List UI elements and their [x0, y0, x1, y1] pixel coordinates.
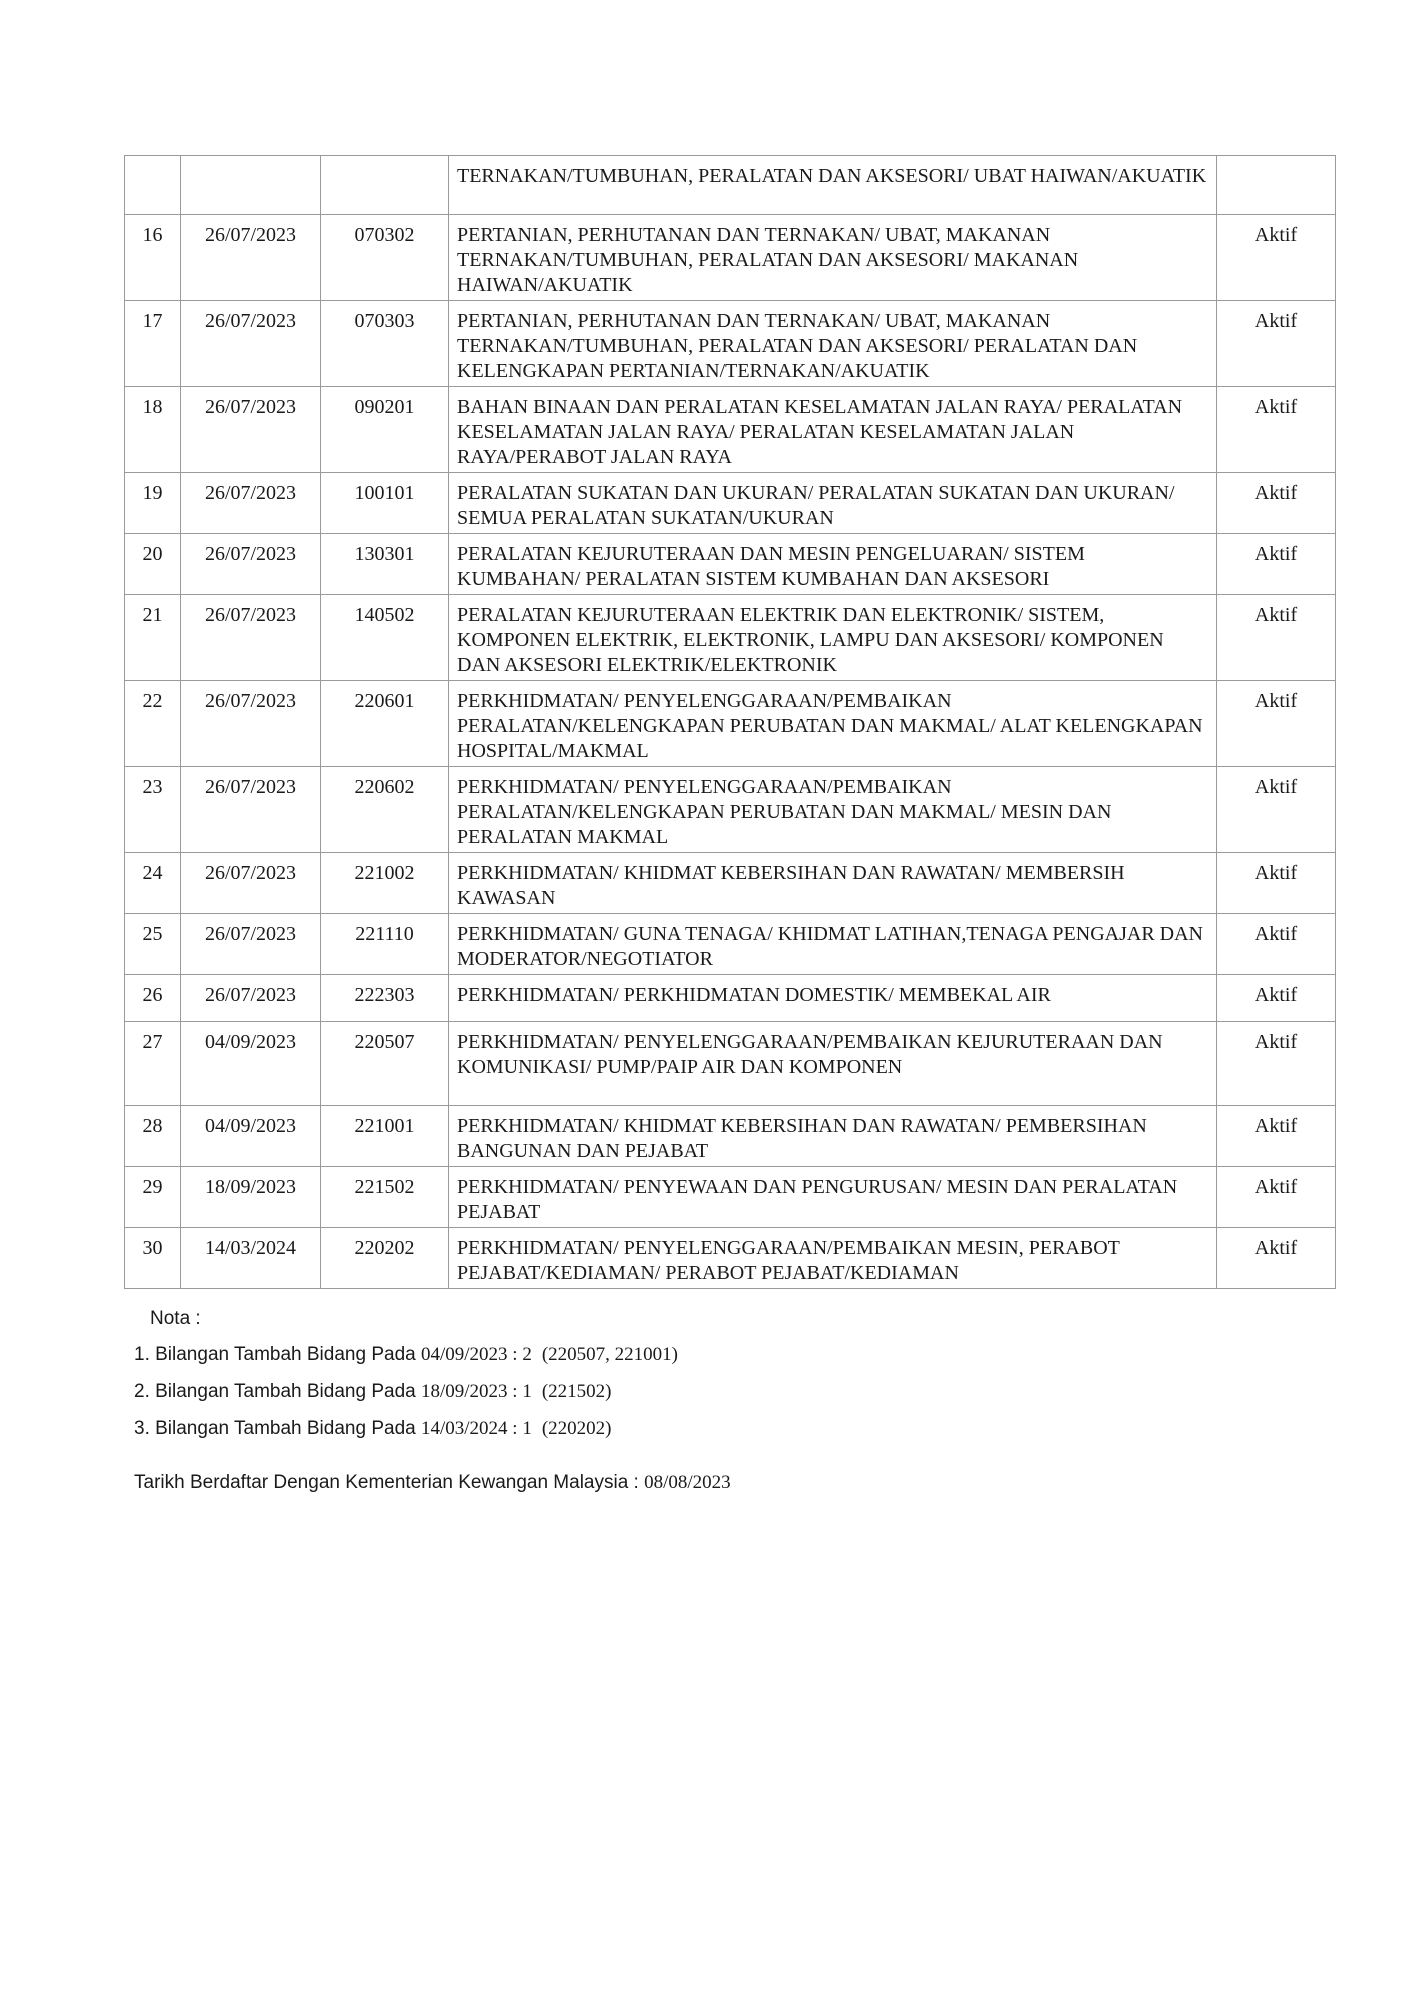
- note-codes: (220202): [541, 1418, 612, 1439]
- cell-date: 26/07/2023: [181, 767, 321, 853]
- note-item: [134, 1373, 678, 1410]
- cell-status: Aktif: [1217, 534, 1336, 595]
- cell-date: 04/09/2023: [181, 1106, 321, 1167]
- cell-description: PERKHIDMATAN/ KHIDMAT KEBERSIHAN DAN RAWATAN/ PEMBERSIHAN BANGUNAN DAN PEJABAT: [449, 1106, 1217, 1167]
- cell-code: 222303: [321, 975, 449, 1022]
- cell-status: [1217, 156, 1336, 215]
- note-date: 04/09/2023 : 2: [420, 1344, 532, 1365]
- cell-description: PERKHIDMATAN/ PERKHIDMATAN DOMESTIK/ MEMBEKAL AIR: [449, 975, 1217, 1022]
- cell-date: [181, 156, 321, 215]
- note-item: [134, 1410, 678, 1447]
- cell-date: 26/07/2023: [181, 681, 321, 767]
- cell-no: [125, 156, 181, 215]
- cell-no: 29: [125, 1167, 181, 1228]
- cell-code: 090201: [321, 387, 449, 473]
- cell-date: 26/07/2023: [181, 534, 321, 595]
- cell-description: PERKHIDMATAN/ PENYELENGGARAAN/PEMBAIKAN KEJURUTERAAN DAN KOMUNIKASI/ PUMP/PAIP AIR DAN KOMPONEN: [449, 1022, 1217, 1106]
- table-row: [125, 534, 1336, 595]
- cell-no: 23: [125, 767, 181, 853]
- registered-fields-table: [124, 155, 1336, 1289]
- cell-code: 070302: [321, 215, 449, 301]
- cell-no: 16: [125, 215, 181, 301]
- note-prefix: 3. Bilangan Tambah Bidang Pada: [134, 1418, 416, 1439]
- cell-status: Aktif: [1217, 595, 1336, 681]
- cell-date: 26/07/2023: [181, 975, 321, 1022]
- note-codes: (220507, 221001): [541, 1344, 678, 1365]
- cell-date: 04/09/2023: [181, 1022, 321, 1106]
- cell-no: 19: [125, 473, 181, 534]
- cell-date: 26/07/2023: [181, 301, 321, 387]
- cell-status: Aktif: [1217, 975, 1336, 1022]
- cell-status: Aktif: [1217, 1167, 1336, 1228]
- cell-no: 24: [125, 853, 181, 914]
- cell-code: 070303: [321, 301, 449, 387]
- cell-description: PERKHIDMATAN/ PENYELENGGARAAN/PEMBAIKAN PERALATAN/KELENGKAPAN PERUBATAN DAN MAKMAL/ ALAT KELENGKAPAN HOSPITAL/MAKMAL: [449, 681, 1217, 767]
- cell-description: PERTANIAN, PERHUTANAN DAN TERNAKAN/ UBAT, MAKANAN TERNAKAN/TUMBUHAN, PERALATAN DAN AKSESORI/ MAKANAN HAIWAN/AKUATIK: [449, 215, 1217, 301]
- registration-date: 08/08/2023: [644, 1472, 731, 1493]
- cell-description: BAHAN BINAAN DAN PERALATAN KESELAMATAN JALAN RAYA/ PERALATAN KESELAMATAN JALAN RAYA/ PERALATAN KESELAMATAN JALAN RAYA/PERABOT JALAN RAYA: [449, 387, 1217, 473]
- table-row: [125, 767, 1336, 853]
- cell-no: 17: [125, 301, 181, 387]
- note-item: [134, 1336, 678, 1373]
- cell-description: PERKHIDMATAN/ KHIDMAT KEBERSIHAN DAN RAWATAN/ MEMBERSIH KAWASAN: [449, 853, 1217, 914]
- cell-date: 26/07/2023: [181, 914, 321, 975]
- cell-status: Aktif: [1217, 215, 1336, 301]
- table-row: [125, 473, 1336, 534]
- table-row: [125, 1022, 1336, 1106]
- table-row: [125, 215, 1336, 301]
- cell-code: 220601: [321, 681, 449, 767]
- table-row: [125, 595, 1336, 681]
- note-prefix: 1. Bilangan Tambah Bidang Pada: [134, 1344, 416, 1365]
- cell-status: Aktif: [1217, 681, 1336, 767]
- table-row: [125, 853, 1336, 914]
- cell-status: Aktif: [1217, 473, 1336, 534]
- cell-code: 221110: [321, 914, 449, 975]
- table-row-continuation: [125, 156, 1336, 215]
- cell-no: 18: [125, 387, 181, 473]
- table-row: [125, 914, 1336, 975]
- cell-status: Aktif: [1217, 767, 1336, 853]
- cell-code: 220602: [321, 767, 449, 853]
- cell-description: PERKHIDMATAN/ PENYELENGGARAAN/PEMBAIKAN PERALATAN/KELENGKAPAN PERUBATAN DAN MAKMAL/ MESIN DAN PERALATAN MAKMAL: [449, 767, 1217, 853]
- cell-status: Aktif: [1217, 1022, 1336, 1106]
- cell-description: PERTANIAN, PERHUTANAN DAN TERNAKAN/ UBAT, MAKANAN TERNAKAN/TUMBUHAN, PERALATAN DAN AKSESORI/ PERALATAN DAN KELENGKAPAN PERTANIAN/TERNAKAN/AKUATIK: [449, 301, 1217, 387]
- cell-no: 22: [125, 681, 181, 767]
- notes-heading: Nota :: [150, 1308, 201, 1329]
- cell-date: 26/07/2023: [181, 215, 321, 301]
- cell-status: Aktif: [1217, 853, 1336, 914]
- registration-label: Tarikh Berdaftar Dengan Kementerian Kewangan Malaysia :: [134, 1472, 639, 1493]
- cell-date: 26/07/2023: [181, 473, 321, 534]
- cell-description: PERKHIDMATAN/ PENYELENGGARAAN/PEMBAIKAN MESIN, PERABOT PEJABAT/KEDIAMAN/ PERABOT PEJABAT/KEDIAMAN: [449, 1228, 1217, 1289]
- cell-code: 221502: [321, 1167, 449, 1228]
- cell-no: 28: [125, 1106, 181, 1167]
- cell-date: 26/07/2023: [181, 595, 321, 681]
- cell-code: [321, 156, 449, 215]
- cell-description: PERALATAN KEJURUTERAAN ELEKTRIK DAN ELEKTRONIK/ SISTEM, KOMPONEN ELEKTRIK, ELEKTRONIK, LAMPU DAN AKSESORI/ KOMPONEN DAN AKSESORI ELEKTRIK/ELEKTRONIK: [449, 595, 1217, 681]
- table-row: [125, 387, 1336, 473]
- cell-description: PERKHIDMATAN/ PENYEWAAN DAN PENGURUSAN/ MESIN DAN PERALATAN PEJABAT: [449, 1167, 1217, 1228]
- cell-description: PERALATAN SUKATAN DAN UKURAN/ PERALATAN SUKATAN DAN UKURAN/ SEMUA PERALATAN SUKATAN/UKURAN: [449, 473, 1217, 534]
- cell-code: 130301: [321, 534, 449, 595]
- cell-code: 220507: [321, 1022, 449, 1106]
- cell-no: 27: [125, 1022, 181, 1106]
- cell-code: 100101: [321, 473, 449, 534]
- cell-status: Aktif: [1217, 387, 1336, 473]
- cell-status: Aktif: [1217, 301, 1336, 387]
- cell-date: 26/07/2023: [181, 853, 321, 914]
- cell-code: 221002: [321, 853, 449, 914]
- cell-status: Aktif: [1217, 1228, 1336, 1289]
- table-row: [125, 1228, 1336, 1289]
- table-row: [125, 1106, 1336, 1167]
- cell-description: PERALATAN KEJURUTERAAN DAN MESIN PENGELUARAN/ SISTEM KUMBAHAN/ PERALATAN SISTEM KUMBAHAN DAN AKSESORI: [449, 534, 1217, 595]
- cell-no: 30: [125, 1228, 181, 1289]
- note-prefix: 2. Bilangan Tambah Bidang Pada: [134, 1381, 416, 1402]
- cell-no: 26: [125, 975, 181, 1022]
- cell-description: PERKHIDMATAN/ GUNA TENAGA/ KHIDMAT LATIHAN,TENAGA PENGAJAR DAN MODERATOR/NEGOTIATOR: [449, 914, 1217, 975]
- cell-status: Aktif: [1217, 914, 1336, 975]
- table-row: [125, 1167, 1336, 1228]
- note-date: 14/03/2024 : 1: [420, 1418, 532, 1439]
- cell-code: 221001: [321, 1106, 449, 1167]
- note-date: 18/09/2023 : 1: [420, 1381, 532, 1402]
- table-row: [125, 681, 1336, 767]
- registration-date-line: [134, 1472, 731, 1494]
- table-row: [125, 301, 1336, 387]
- cell-date: 18/09/2023: [181, 1167, 321, 1228]
- cell-status: Aktif: [1217, 1106, 1336, 1167]
- note-codes: (221502): [541, 1381, 612, 1402]
- cell-date: 14/03/2024: [181, 1228, 321, 1289]
- cell-code: 220202: [321, 1228, 449, 1289]
- cell-no: 21: [125, 595, 181, 681]
- cell-no: 25: [125, 914, 181, 975]
- cell-date: 26/07/2023: [181, 387, 321, 473]
- notes-section: [134, 1302, 678, 1447]
- table-row: [125, 975, 1336, 1022]
- cell-code: 140502: [321, 595, 449, 681]
- cell-description: TERNAKAN/TUMBUHAN, PERALATAN DAN AKSESORI/ UBAT HAIWAN/AKUATIK: [449, 156, 1217, 215]
- cell-no: 20: [125, 534, 181, 595]
